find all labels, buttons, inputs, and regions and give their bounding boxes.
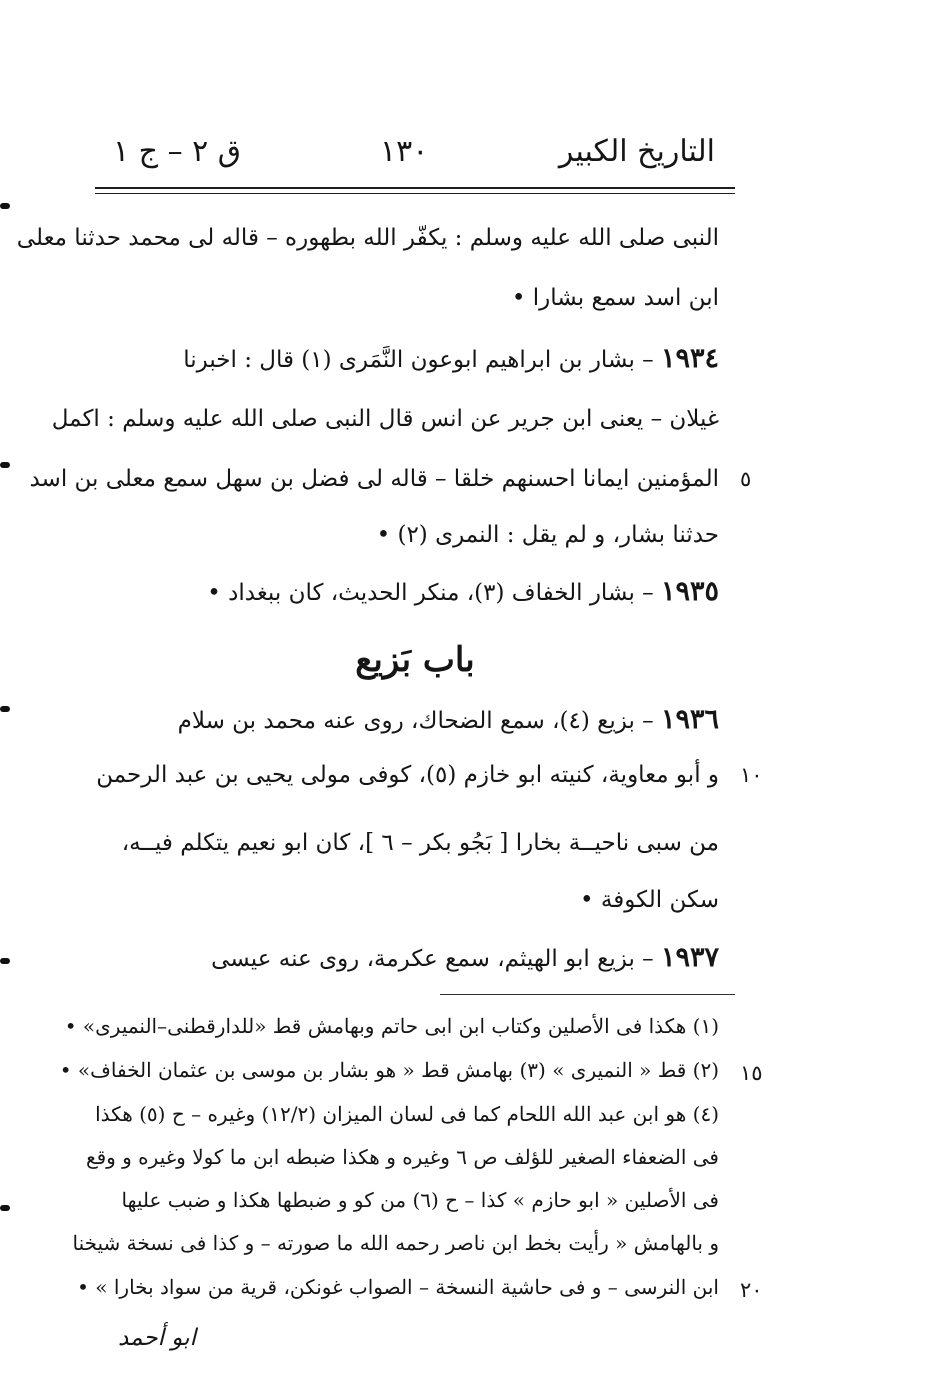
text-line: من سبى ناحيــة بخارا [ بَجُو بكر – ٦ ]، كان ابو نعيم يتكلم فيــه،	[121, 830, 719, 856]
text-line: حدثنا بشار، و لم يقل : النمرى (٢) •	[376, 522, 719, 548]
margin-line-number: ٥	[740, 467, 752, 491]
entry-number: ١٩٣٤	[660, 343, 719, 374]
footnote-line: (٢) قط « النميرى » (٣) بهامش قط « هو بشار بن موسى بن عثمان الخفاف» •	[59, 1058, 719, 1082]
margin-line-number: ٢٠	[740, 1278, 763, 1302]
margin-line-number: ١٠	[740, 763, 763, 787]
text-line: و أبو معاوية، كنيته ابو خازم (٥)، كوفى مولى يحيى بن عبد الرحمن	[96, 762, 719, 788]
entry-number: ١٩٣٦	[660, 704, 719, 735]
footnote-line: و بالهامش « رأيت بخط ابن ناصر رحمه الله ما صورته – و كذا فى نسخة شيخنا	[72, 1231, 719, 1255]
binding-mark	[0, 706, 10, 712]
entry-number: ١٩٣٥	[660, 576, 719, 607]
signature-line: ابو أحمد	[118, 1325, 196, 1351]
binding-mark	[0, 462, 10, 468]
running-header	[95, 128, 735, 176]
footnote-separator	[440, 994, 735, 995]
margin-line-number: ١٥	[740, 1061, 763, 1085]
entry-line: ١٩٣٦ – بزيع (٤)، سمع الضحاك، روى عنه محمد بن سلام	[177, 704, 719, 735]
footnote-line: (١) هكذا فى الأصلين وكتاب ابن ابى حاتم وبهامش قط «للدارقطنى–النميرى» •	[64, 1014, 719, 1038]
entry-number: ١٩٣٧	[660, 942, 719, 973]
book-title: التاريخ الكبير	[558, 134, 715, 169]
entry-line: ١٩٣٥ – بشار الخفاف (٣)، منكر الحديث، كان ببغداد •	[207, 576, 719, 607]
entry-line: ١٩٣٤ – بشار بن ابراهيم ابوعون النَّمَرى (١) قال : اخبرنا	[183, 343, 719, 374]
page-number: ١٣٠	[380, 134, 429, 169]
text-line: غيلان – يعنى ابن جرير عن انس قال النبى صلى الله عليه وسلم : اكمل	[51, 406, 719, 432]
binding-mark	[0, 958, 10, 964]
entry-line: ١٩٣٧ – بزيع ابو الهيثم، سمع عكرمة، روى عنه عيسى	[211, 942, 719, 973]
text-line: النبى صلى الله عليه وسلم : يكفّر الله بطهوره – قاله لى محمد حدثنا معلى	[16, 225, 719, 251]
footnote-line: فى الضعفاء الصغير للؤلف ص ٦ وغيره و هكذا ضبطه ابن ما كولا وغيره و وقع	[85, 1145, 719, 1169]
header-rule	[95, 187, 735, 189]
volume-part: ق ٢ – ج ١	[113, 134, 242, 169]
chapter-title: باب بَزيع	[355, 640, 475, 680]
footnote-line: فى الأصلين « ابو حازم » كذا – ح (٦) من كو و ضبطها هكذا و ضبب عليها	[121, 1188, 719, 1212]
text-line: المؤمنين ايمانا احسنهم خلقا – قاله لى فضل بن سهل سمع معلى بن اسد	[29, 466, 719, 492]
header-rule-thin	[95, 193, 735, 194]
footnote-line: (٤) هو ابن عبد الله اللحام كما فى لسان الميزان (١٢/٢) وغيره – ح (٥) هكذا	[95, 1102, 719, 1126]
footnote-line: ابن النرسى – و فى حاشية النسخة – الصواب غونكن، قرية من سواد بخارا » •	[77, 1275, 719, 1299]
text-line: ابن اسد سمع بشارا •	[511, 285, 719, 311]
text-line: سكن الكوفة •	[580, 887, 719, 913]
binding-mark	[0, 1205, 10, 1211]
binding-mark	[0, 203, 10, 209]
